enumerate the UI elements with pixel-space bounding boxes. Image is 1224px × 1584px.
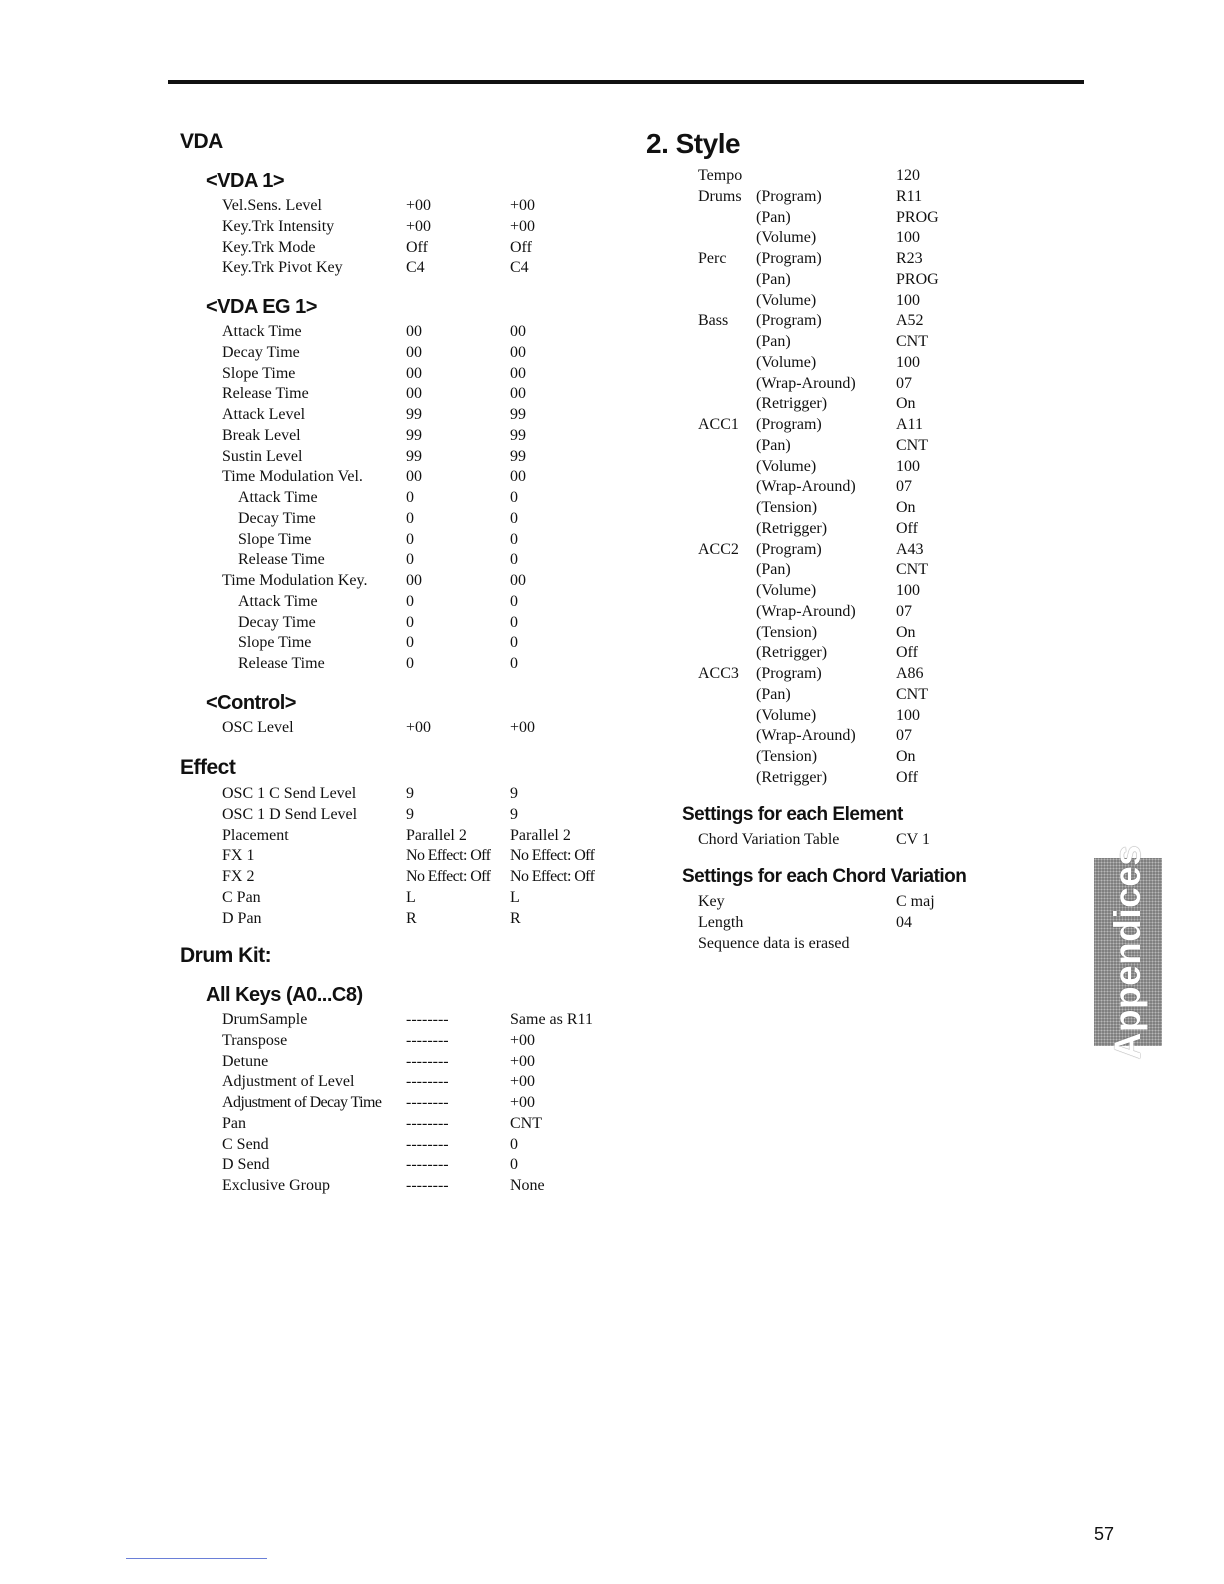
drum-kit-heading: Drum Kit: <box>180 944 272 967</box>
element-settings-heading: Settings for each Element <box>682 804 903 825</box>
vda1-heading: <VDA 1> <box>206 170 285 192</box>
control-heading: <Control> <box>206 692 296 714</box>
top-rule <box>168 80 1084 84</box>
vda-heading: VDA <box>180 130 223 153</box>
vda-eg1-heading: <VDA EG 1> <box>206 296 317 318</box>
effect-heading: Effect <box>180 756 236 779</box>
page-number: 57 <box>1094 1524 1115 1544</box>
all-keys-heading: All Keys (A0...C8) <box>206 984 363 1006</box>
appendices-tab-label: Appendices <box>1107 844 1148 1060</box>
appendices-tab <box>1094 844 1162 1060</box>
style-heading: 2. Style <box>646 128 741 159</box>
footer-link-line <box>126 1558 267 1559</box>
chord-variation-heading: Settings for each Chord Variation <box>682 866 967 887</box>
